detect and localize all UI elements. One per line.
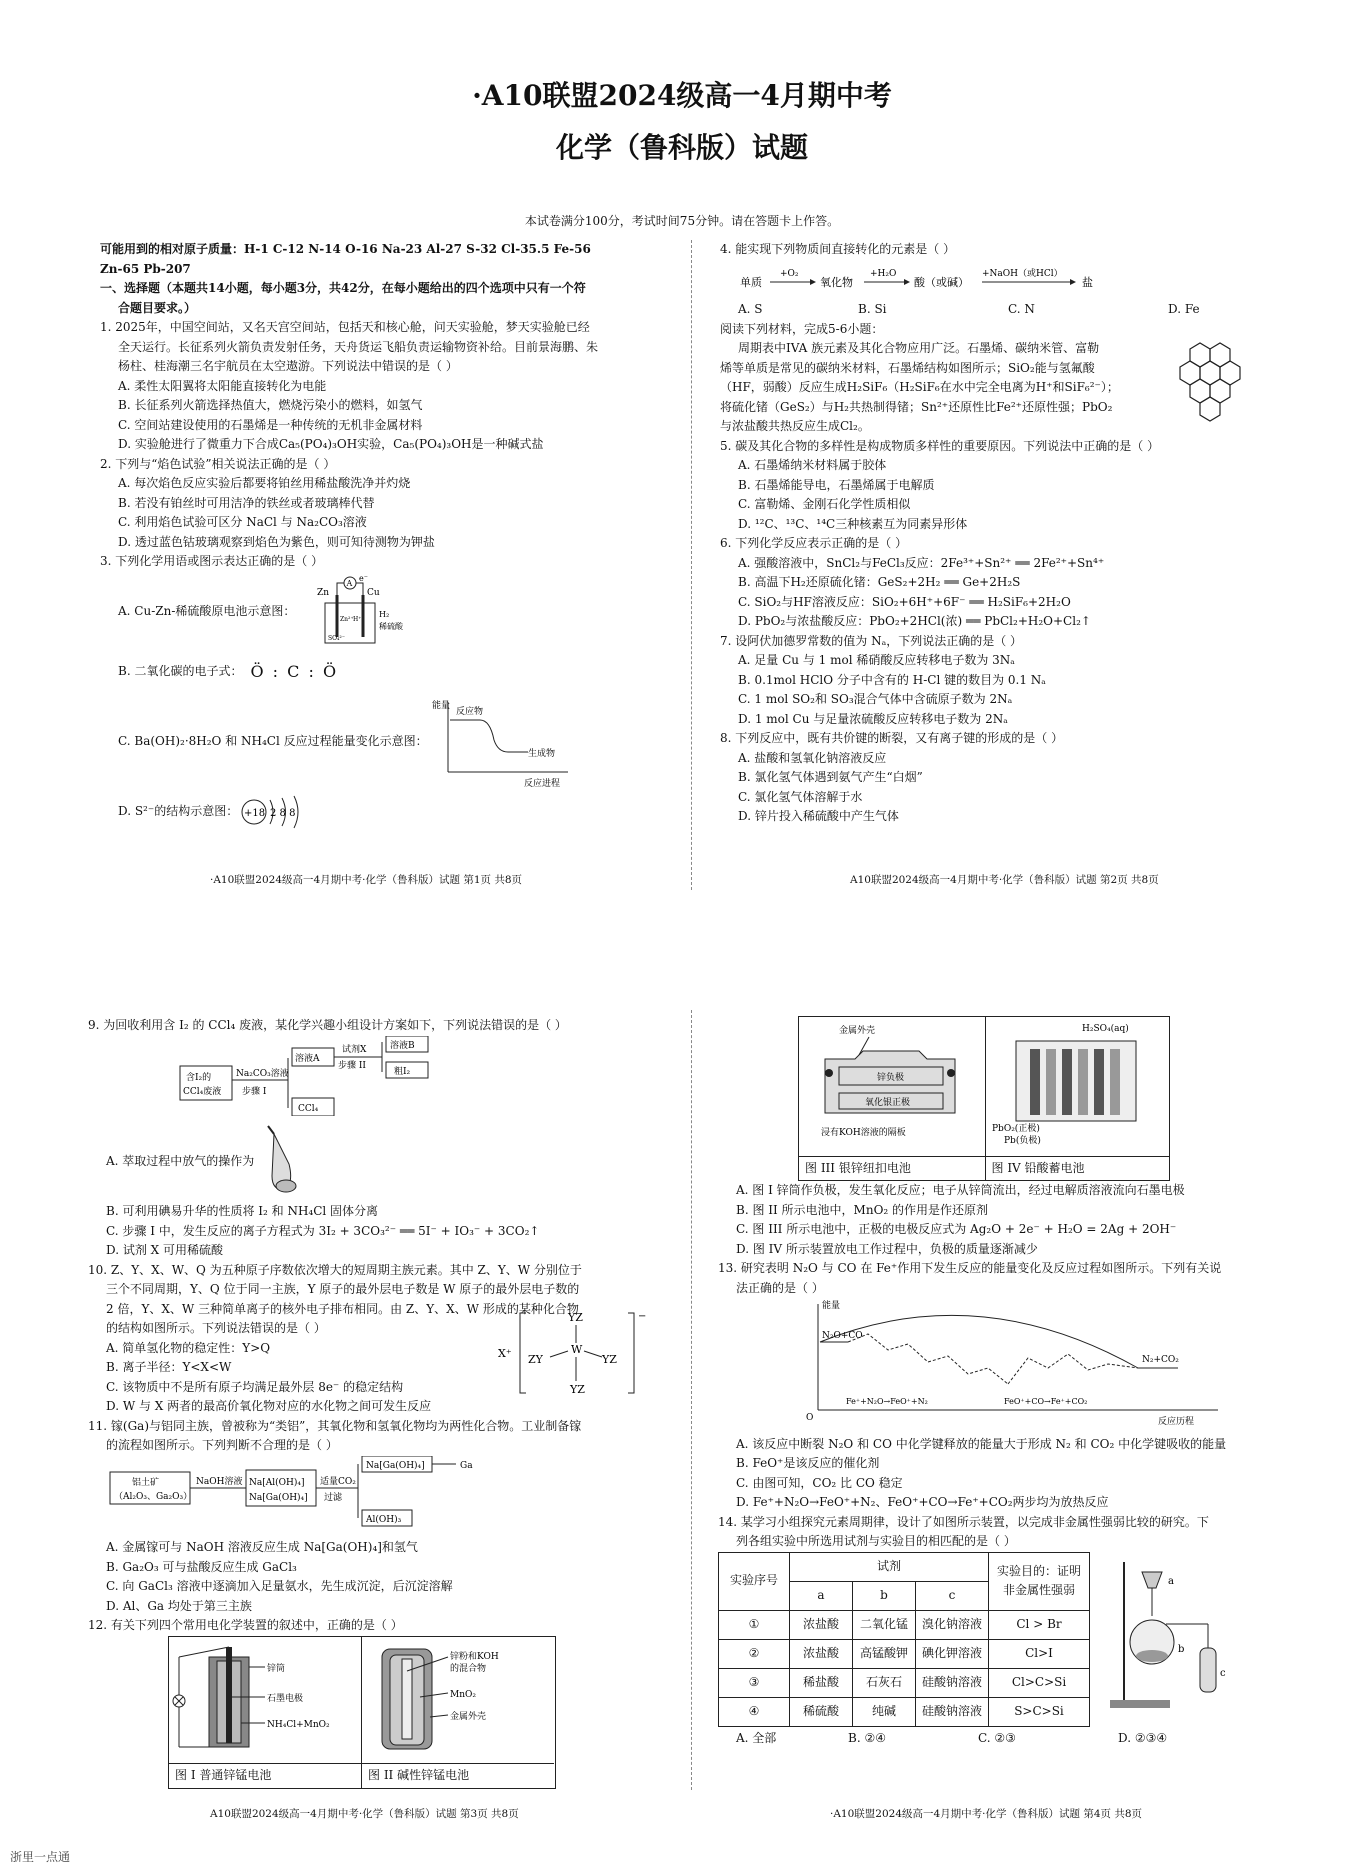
q3-option-a: A. Cu-Zn-稀硫酸原电池示意图：	[118, 603, 296, 618]
q4-stem: 4. 能实现下列物质间直接转化的元素是（ ）	[720, 242, 956, 256]
table-row	[719, 1639, 1090, 1668]
struct-left-zy: ZY	[528, 1352, 543, 1366]
q14-option-a: A. 全部	[736, 1730, 777, 1745]
row2-purpose: Cl>I	[989, 1639, 1090, 1668]
fig2-label-zinc-koh: 锌粉和KOH	[450, 1651, 499, 1662]
fig4-label-pbo2: PbO₂(正极)	[991, 1124, 1040, 1134]
flow-crude-i2: 粗I₂	[394, 1066, 411, 1077]
q1-option-c: C. 空间站建设使用的石墨烯是一种传统的无机非金属材料	[118, 417, 423, 432]
q11-option-b: B. Ga₂O₃ 可与盐酸反应生成 GaCl₃	[106, 1559, 297, 1574]
q9-flow-diagram	[178, 1036, 598, 1116]
q10-structure-diagram	[498, 1305, 648, 1401]
zinc-manganese-cell-diagram	[169, 1637, 359, 1757]
q1-stem-3: 杨柱、桂海潮三名宇航员在太空遨游。下列说法中错误的是（ ）	[118, 359, 458, 373]
figure-2-caption: 图 II 碱性锌锰电池	[362, 1763, 554, 1788]
cell-label-zn-ion: Zn²⁺	[340, 615, 354, 623]
q9-option-b: B. 可利用碘易升华的性质将 I₂ 和 NH₄Cl 固体分离	[106, 1204, 379, 1218]
row4-no: ④	[719, 1697, 790, 1726]
q11-option-c: C. 向 GaCl₃ 溶液中逐滴加入足量氨水，先生成沉淀，后沉淀溶解	[106, 1579, 453, 1593]
apparatus-label-c: c	[1220, 1667, 1226, 1679]
chain-step3: +NaOH（或HCl）	[982, 268, 1063, 279]
apparatus-label-a: a	[1168, 1575, 1174, 1587]
struct-right-yz: YZ	[602, 1352, 617, 1366]
fig4-label-pb: Pb(负极)	[1003, 1136, 1041, 1146]
row2-c: 碘化钾溶液	[916, 1639, 989, 1668]
reactant-label: 反应物	[455, 706, 483, 717]
q2-option-b: B. 若没有铂丝时可用洁净的铁丝或者玻璃棒代替	[118, 495, 375, 510]
q9-option-a: A. 萃取过程中放气的操作为	[106, 1154, 255, 1169]
q3-option-d: D. S²⁻的结构示意图：	[118, 803, 239, 818]
row3-purpose: Cl>C>Si	[989, 1668, 1090, 1697]
table-row	[719, 1697, 1090, 1726]
row4-a: 稀硫酸	[790, 1697, 853, 1726]
row2-no: ②	[719, 1639, 790, 1668]
q3-option-d-row	[100, 792, 670, 832]
q10-line2: 三个不同周期，Y、Q 位于同一主族，Y 原子的最外层电子数是 W 原子的最外层电子数的	[106, 1282, 580, 1296]
reading-block	[720, 320, 1280, 437]
chain-step1: +O₂	[780, 268, 799, 279]
q7-stem: 7. 设阿伏加德罗常数的值为 Nₐ，下列说法正确的是（ ）	[720, 633, 1023, 648]
fig1-label-zinc-can: 锌筒	[267, 1663, 286, 1674]
column-divider-top	[691, 240, 692, 890]
q12-option-c: C. 图 III 所示电池中，正极的电极反应式为 Ag₂O + 2e⁻ + H₂O = 2Ag + 2OH⁻	[736, 1222, 1177, 1236]
flow-waste-1: 含I₂的	[186, 1072, 212, 1083]
q11-line1: 11. 镓(Ga)与铝同主族，曾被称为“类铝”，其氧化物和氢氧化物均为两性化合物。工业制备镓	[88, 1418, 582, 1433]
reading-line-5: 与浓盐酸共热反应生成Cl₂。	[720, 419, 870, 433]
th-b: b	[853, 1581, 916, 1610]
row2-a: 浓盐酸	[790, 1639, 853, 1668]
q14-apparatus-diagram	[1104, 1552, 1234, 1722]
row1-a: 浓盐酸	[790, 1610, 853, 1639]
exam-title-line1: ·A10联盟2024级高一4月期中考	[472, 79, 892, 112]
th-purpose	[989, 1552, 1090, 1610]
separatory-funnel-icon	[254, 1124, 314, 1200]
q3-option-c-row	[100, 692, 670, 792]
q11-line2: 的流程如图所示。下列判断不合理的是（ ）	[106, 1438, 338, 1452]
ga-flow-naoh: NaOH溶液	[196, 1476, 243, 1487]
q8-option-d: D. 锌片投入稀硫酸中产生气体	[738, 809, 899, 823]
q3-option-b-row	[100, 652, 670, 692]
q5-option-b: B. 石墨烯能导电，石墨烯属于电解质	[738, 477, 935, 492]
q1-option-d: D. 实验舱进行了微重力下合成Ca₅(PO₄)₃OH实验，Ca₅(PO₄)₃OH是一种碱式盐	[118, 437, 544, 451]
lead-acid-battery-diagram	[986, 1017, 1168, 1149]
q4-option-b: B. Si	[858, 302, 887, 316]
ga-flow-ore: 铝土矿	[132, 1477, 160, 1488]
th-c: c	[916, 1581, 989, 1610]
ion-nucleus: +18	[244, 807, 266, 819]
struct-cation: X⁺	[498, 1346, 512, 1360]
q5-option-c: C. 富勒烯、金刚石化学性质相似	[738, 497, 911, 511]
page3-footer: A10联盟2024级高一4月期中考·化学（鲁科版）试题 第3页 共8页	[210, 1808, 519, 1820]
row2-b: 高锰酸钾	[853, 1639, 916, 1668]
q13-line2: 法正确的是（ ）	[736, 1280, 824, 1295]
cell-label-h2: H₂	[379, 609, 390, 619]
q6-option-a: A. 强酸溶液中，SnCl₂与FeCl₃反应：2Fe³⁺+Sn²⁺ ══ 2Fe²⁺+Sn⁴⁺	[738, 555, 1105, 570]
q13-progress: 反应历程	[1158, 1417, 1195, 1427]
q1-stem-2: 全天运行。长征系列火箭负责发射任务，天舟货运飞船负责运输物资补给。目前景海鹏、朱	[118, 339, 599, 354]
reading-line-2: 烯等单质是常见的碳纳米材料，石墨烯结构如图所示；SiO₂能与氢氟酸	[720, 360, 1095, 375]
q4-option-c: C. N	[1008, 302, 1035, 316]
q13-energy-label: 能量	[822, 1301, 841, 1311]
figure-1-caption: 图 I 普通锌锰电池	[169, 1763, 361, 1788]
q6-stem: 6. 下列化学反应表示正确的是（ ）	[720, 536, 908, 550]
q2-option-c: C. 利用焰色试验可区分 NaCl 与 Na₂CO₃溶液	[118, 515, 367, 529]
row3-no: ③	[719, 1668, 790, 1697]
q13-option-a: A. 该反应中断裂 N₂O 和 CO 中化学键释放的能量大于形成 N₂ 和 CO₂ 中化学键吸收的能量	[736, 1436, 1227, 1451]
cell-label-acid: 稀硫酸	[379, 621, 404, 631]
q14-options	[718, 1729, 1278, 1749]
q12-figures-1-2	[168, 1636, 556, 1789]
q12-option-a: A. 图 I 锌筒作负极，发生氧化反应；电子从锌筒流出，经过电解质溶液流向石墨电极	[736, 1183, 1185, 1197]
struct-charge: −	[638, 1310, 647, 1322]
apparatus-label-b: b	[1178, 1643, 1185, 1655]
q8-stem: 8. 下列反应中，既有共价键的断裂，又有离子键的形成的是（ ）	[720, 731, 1064, 745]
q7-option-a: A. 足量 Cu 与 1 mol 稀硝酸反应转移电子数为 3Nₐ	[738, 653, 1015, 667]
chain-step2: +H₂O	[870, 268, 897, 279]
flow-ccl4: CCl₄	[298, 1103, 319, 1114]
flow-step2: 步骤 II	[338, 1060, 366, 1071]
q14-table	[718, 1552, 1090, 1727]
q3-option-b: B. 二氧化碳的电子式：	[118, 663, 243, 678]
figure-3	[799, 1017, 986, 1180]
ga-flow-filtrate: Na[Ga(OH)₄]	[366, 1460, 425, 1471]
row3-b: 石灰石	[853, 1668, 916, 1697]
chain-simple: 单质	[740, 275, 762, 289]
cell-label-zn: Zn	[317, 587, 330, 598]
q14-line1: 14. 某学习小组探究元素周期律，设计了如图所示装置，以完成非金属性强弱比较的研究。下	[718, 1514, 1209, 1529]
q10-line3: 2 倍，Y、X、W 三种简单离子的核外电子排布相同。由 Z、Y、X、W 形成的某种化合物	[106, 1301, 579, 1316]
th-purpose-1: 实验目的：证明	[996, 1563, 1081, 1578]
alkaline-cell-diagram	[362, 1637, 552, 1757]
table-row	[719, 1668, 1090, 1697]
q4-option-a: A. S	[738, 302, 763, 316]
reading-line-3: （HF，弱酸）反应生成H₂SiF₆（H₂SiF₆在水中完全电离为H⁺和SiF₆²⁻）；	[720, 380, 1119, 394]
row3-c: 硅酸钠溶液	[916, 1668, 989, 1697]
q2-option-a: A. 每次焰色反应实验后都要将铂丝用稀盐酸洗净并灼烧	[118, 476, 411, 490]
q12-figures-3-4	[798, 1016, 1170, 1181]
fig3-label-zinc-anode: 锌负极	[877, 1073, 905, 1083]
product-label: 生成物	[527, 748, 555, 759]
reading-line-4: 将硫化锗（GeS₂）与H₂共热制得锗；Sn²⁺还原性比Fe²⁺还原性强；PbO₂	[720, 399, 1113, 414]
flow-reagent1: Na₂CO₃溶液	[236, 1068, 289, 1079]
row4-b: 纯碱	[853, 1697, 916, 1726]
row1-c: 溴化钠溶液	[916, 1610, 989, 1639]
energy-axis-label: 能量	[431, 700, 450, 711]
q10-option-a: A. 简单氢化物的稳定性：Y>Q	[106, 1340, 271, 1355]
q7-option-c: C. 1 mol SO₂和 SO₃混合气体中含硫原子数为 2Nₐ	[738, 692, 1013, 706]
column-divider-bottom	[691, 1010, 692, 1790]
fig2-label-shell: 金属外壳	[450, 1711, 487, 1722]
figure-4	[986, 1017, 1170, 1180]
th-purpose-2: 非金属性强弱	[1002, 1583, 1075, 1597]
q13-option-d: D. Fe⁺+N₂O→FeO⁺+N₂、FeO⁺+CO→Fe⁺+CO₂两步均为放热反应	[736, 1495, 1109, 1509]
page1-column	[100, 240, 670, 832]
exam-title-line2: 化学（鲁科版）试题	[555, 131, 808, 164]
q13-products: N₂+CO₂	[1142, 1355, 1179, 1365]
q14-option-c: C. ②③	[978, 1730, 1016, 1745]
fig3-label-separator: 浸有KOH溶液的隔板	[821, 1128, 906, 1138]
q4-conversion-chain	[720, 260, 1260, 294]
cell-label-electron: e⁻	[359, 573, 369, 583]
atomic-masses-2: Zn-65 Pb-207	[100, 261, 191, 276]
q11-option-d: D. Al、Ga 均处于第三主族	[106, 1598, 252, 1613]
q13-energy-diagram	[798, 1298, 1238, 1428]
q3-stem: 3. 下列化学用语或图示表达正确的是（ ）	[100, 554, 324, 568]
energy-profile-diagram	[428, 694, 578, 790]
galvanic-cell-diagram	[295, 573, 415, 651]
row1-purpose: Cl > Br	[989, 1610, 1090, 1639]
q13-step1: Fe⁺+N₂O→FeO⁺+N₂	[846, 1397, 928, 1406]
row1-b: 二氧化锰	[853, 1610, 916, 1639]
q10-line1: 10. Z、Y、X、W、Q 为五种原子序数依次增大的短周期主族元素。其中 Z、Y、W 分别位于	[88, 1262, 582, 1277]
q1-stem: 1. 2025年，中国空间站，又名天宫空间站，包括天和核心舱，问天实验舱，梦天实验舱已经	[100, 320, 590, 334]
q8-option-c: C. 氯化氢气体溶解于水	[738, 789, 863, 804]
q4-options	[720, 300, 1280, 320]
watermark: 浙里一点通	[10, 1850, 71, 1864]
figure-3-caption: 图 III 银锌纽扣电池	[799, 1156, 985, 1181]
fig4-label-acid: H₂SO₄(aq)	[1081, 1024, 1129, 1034]
sulfide-ion-structure	[238, 794, 318, 830]
q8-option-b: B. 氯化氢气体遇到氨气产生“白烟”	[738, 770, 923, 784]
flow-solution-b: 溶液B	[390, 1040, 415, 1051]
q3-option-a-row	[100, 572, 670, 652]
chain-acid: 酸（或碱）	[914, 275, 969, 289]
q13-origin: O	[806, 1413, 814, 1423]
ga-flow-ga-complex: Na[Ga(OH)₄]	[249, 1492, 308, 1503]
th-reagents: 试剂	[790, 1552, 989, 1581]
chain-salt: 盐	[1082, 275, 1093, 289]
q14-table-block	[718, 1552, 1278, 1727]
flow-solution-a: 溶液A	[295, 1053, 320, 1064]
q14-line2: 列各组实验中所选用试剂与实验目的相匹配的是（ ）	[736, 1534, 1016, 1548]
ga-flow-al-oh3: Al(OH)₃	[366, 1514, 402, 1525]
fig1-label-paste: NH₄Cl+MnO₂	[267, 1719, 330, 1730]
row3-a: 稀盐酸	[790, 1668, 853, 1697]
q5-option-a: A. 石墨烯纳米材料属于胶体	[738, 458, 887, 472]
cell-label-h-ion: H⁺	[353, 615, 362, 623]
cell-label-ammeter: A	[346, 578, 353, 588]
q12-option-d: D. 图 IV 所示装置放电工作过程中，负极的质量逐渐减少	[736, 1241, 1038, 1256]
ga-flow-ore-comp: （Al₂O₃、Ga₂O₃）	[114, 1491, 193, 1502]
q13-reactants: N₂O+CO	[822, 1331, 863, 1341]
q1-option-b: B. 长征系列火箭选择热值大，燃烧污染小的燃料，如氢气	[118, 398, 423, 412]
q6-option-b: B. 高温下H₂还原硫化锗：GeS₂+2H₂ ══ Ge+2H₂S	[738, 575, 1021, 589]
q7-option-b: B. 0.1mol HClO 分子中含有的 H-Cl 键的数目为 0.1 Nₐ	[738, 672, 1046, 687]
progress-axis-label: 反应进程	[523, 778, 560, 789]
page1-footer: ·A10联盟2024级高一4月期中考·化学（鲁科版）试题 第1页 共8页	[210, 874, 523, 886]
graphene-structure	[1160, 334, 1260, 429]
chain-oxide: 氧化物	[820, 275, 853, 289]
struct-top-yz: YZ	[568, 1310, 583, 1324]
reading-text	[720, 339, 1150, 437]
page4-footer: ·A10联盟2024级高一4月期中考·化学（鲁科版）试题 第4页 共8页	[830, 1808, 1143, 1820]
th-exp-no: 实验序号	[719, 1552, 790, 1610]
atomic-masses: 可能用到的相对原子质量：H-1 C-12 N-14 O-16 Na-23 Al-27 S-32 Cl-35.5 Fe-56	[100, 242, 591, 256]
q5-option-d: D. ¹²C、¹³C、¹⁴C三种核素互为同素异形体	[738, 516, 968, 531]
q13-option-c: C. 由图可知，CO₂ 比 CO 稳定	[736, 1475, 903, 1490]
cell-label-sulfate: SO₄²⁻	[328, 634, 346, 642]
row4-c: 硅酸钠溶液	[916, 1697, 989, 1726]
q1-option-a: A. 柔性太阳翼将太阳能直接转化为电能	[118, 378, 327, 393]
q13-line1: 13. 研究表明 N₂O 与 CO 在 Fe⁺作用下发生反应的能量变化及反应过程如图所示。下列有关说	[718, 1261, 1222, 1275]
q13-step2: FeO⁺+CO→Fe⁺+CO₂	[1004, 1397, 1088, 1406]
page2-column	[720, 240, 1280, 827]
flow-waste-2: CCl₄废液	[183, 1086, 222, 1097]
page2-footer: A10联盟2024级高一4月期中考·化学（鲁科版）试题 第2页 共8页	[850, 874, 1159, 886]
figure-4-caption: 图 IV 铅酸蓄电池	[986, 1156, 1170, 1181]
co2-electron-formula: Ö : C : Ö	[250, 661, 339, 681]
q3-option-c: C. Ba(OH)₂·8H₂O 和 NH₄Cl 反应过程能量变化示意图：	[118, 733, 428, 748]
q8-option-a: A. 盐酸和氢氧化钠溶液反应	[738, 750, 887, 765]
th-a: a	[790, 1581, 853, 1610]
q13-option-b: B. FeO⁺是该反应的催化剂	[736, 1456, 880, 1470]
struct-bottom-yz: YZ	[570, 1382, 585, 1396]
fig3-label-shell: 金属外壳	[839, 1026, 876, 1036]
ga-flow-ga: Ga	[460, 1460, 473, 1471]
q11-flow-diagram	[108, 1456, 568, 1532]
q10-option-b: B. 离子半径：Y<X<W	[106, 1360, 232, 1374]
section-heading: 一、选择题（本题共14小题，每小题3分，共42分，在每小题给出的四个选项中只有一个符	[100, 281, 586, 295]
q7-option-d: D. 1 mol Cu 与足量浓硫酸反应转移电子数为 2Nₐ	[738, 711, 1008, 726]
q11-option-a: A. 金属镓可与 NaOH 溶液反应生成 Na[Ga(OH)₄]和氢气	[106, 1540, 418, 1554]
q6-option-d: D. PbO₂与浓盐酸反应：PbO₂+2HCl(浓) ══ PbCl₂+H₂O+Cl₂↑	[738, 614, 1091, 628]
page4-column	[718, 1016, 1278, 1748]
button-cell-diagram	[799, 1017, 983, 1149]
fig2-label-mno2: MnO₂	[450, 1689, 476, 1700]
q10-option-c: C. 该物质中不是所有原子均满足最外层 8e⁻ 的稳定结构	[106, 1379, 404, 1394]
reading-intro: 阅读下列材料，完成5-6小题：	[720, 321, 884, 336]
page3-column	[88, 1016, 678, 1789]
fig2-label-mixture: 的混合物	[450, 1663, 487, 1674]
q2-stem: 2. 下列与“焰色试验”相关说法正确的是（ ）	[100, 456, 336, 471]
q12-stem: 12. 有关下列四个常用电化学装置的叙述中，正确的是（ ）	[88, 1618, 403, 1632]
row4-purpose: S>C>Si	[989, 1697, 1090, 1726]
table-row	[719, 1610, 1090, 1639]
q4-option-d: D. Fe	[1168, 302, 1200, 316]
row1-no: ①	[719, 1610, 790, 1639]
ga-flow-co2: 适量CO₂	[320, 1476, 356, 1487]
q14-option-d: D. ②③④	[1118, 1730, 1168, 1745]
fig3-label-silver-oxide: 氧化银正极	[865, 1098, 911, 1108]
ga-flow-filter: 过滤	[324, 1492, 343, 1503]
q10-line4: 的结构如图所示。下列说法错误的是（ ）	[106, 1321, 326, 1335]
fig1-label-graphite: 石墨电极	[267, 1693, 304, 1704]
q10-option-d: D. W 与 X 两者的最高价氧化物对应的水化物之间可发生反应	[106, 1399, 432, 1413]
q9-option-c: C. 步骤 I 中，发生反应的离子方程式为 3I₂ + 3CO₃²⁻ ══ 5I⁻ + IO₃⁻ + 3CO₂↑	[106, 1223, 540, 1238]
q9-stem: 9. 为回收利用含 I₂ 的 CCl₄ 废液，某化学兴趣小组设计方案如下，下列说法错误的是（ ）	[88, 1018, 567, 1032]
section-heading-2: 合题目要求。）	[118, 300, 197, 315]
q9-option-a-row	[88, 1122, 678, 1202]
figure-2	[362, 1637, 554, 1788]
q2-option-d: D. 透过蓝色钴玻璃观察到焰色为紫色，则可知待测物为钾盐	[118, 534, 435, 549]
q5-stem: 5. 碳及其化合物的多样性是构成物质多样性的重要原因。下列说法中正确的是（ ）	[720, 438, 1160, 453]
flow-step1: 步骤 I	[242, 1086, 267, 1097]
flow-reagent-x: 试剂X	[342, 1044, 367, 1055]
q6-option-c: C. SiO₂与HF溶液反应：SiO₂+6H⁺+6F⁻ ══ H₂SiF₆+2H₂O	[738, 594, 1071, 609]
q14-option-b: B. ②④	[848, 1730, 886, 1745]
reading-line-1: 周期表中IVA 族元素及其化合物应用广泛。石墨烯、碳纳米管、富勒	[738, 341, 1100, 355]
cell-label-cu: Cu	[367, 587, 381, 598]
ion-shells: 2 8 8	[270, 807, 296, 819]
q9-option-d: D. 试剂 X 可用稀硫酸	[106, 1243, 223, 1257]
q12-option-b: B. 图 II 所示电池中，MnO₂ 的作用是作还原剂	[736, 1202, 989, 1217]
struct-center-w: W	[571, 1342, 583, 1356]
figure-1	[169, 1637, 362, 1788]
ga-flow-al-complex: Na[Al(OH)₄]	[249, 1477, 305, 1488]
exam-note: 本试卷满分100分，考试时间75分钟。请在答题卡上作答。	[524, 214, 840, 228]
